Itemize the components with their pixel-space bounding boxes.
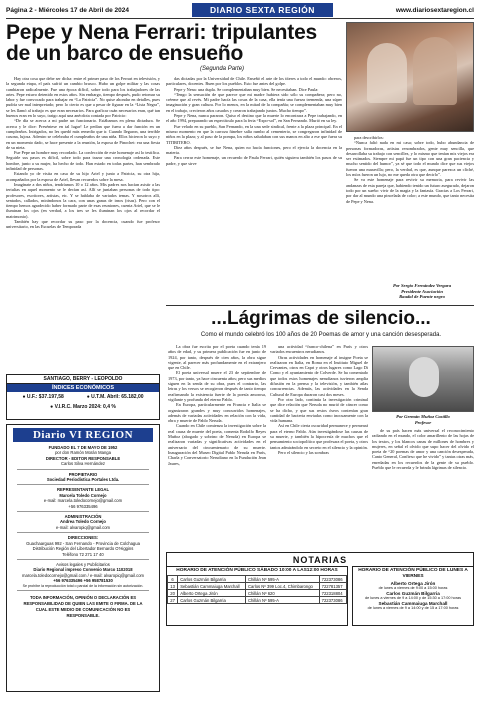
paragraph: Imagínate a dos niños, tendríamos 10 o 12 años. Mis padres nos hacían asistir a las tertulias en aquel momento se le decían así. Allí se juntaban personas de todo tipo: profesores, escritores, artistas, etc. Y se hablaba de variados temas. Y nosotros allí, sentados, callados, mirándonos la cara, con unas ganas de irnos (risas). Pero con el tiempo hemos agradecido haber formado parte de esas reuniones, cuenta Ariel, que se le iluminan los ojos (en verdad, a los tres se les iluminan los ojos al recordar el matrimonio). — [6, 181, 160, 219]
section-divider — [166, 305, 474, 306]
paragraph: Hay otra cosa que debe ser dicha: entre el primer paso de los Ferrari en televisión, y la segunda etapa, el país sufrió un cambio brusco. Hubo un golpe militar y las cosas cambiaron radicalmente. Fue una época difícil, sobre todo para los trabajadores de las artes. Pepe estuvo detenido en estos años. Sin embargo, tiempo después, pudo retomar su labor y fue convocado para trabajar en “La Patricia”. No quise ahondar en detalles, pues pudría ser mal interpretado; pero lo cierto es que a pesar de figurar en la “Lista Negra”, se les llamó al trabajo es que eran necesarios. Para graficar cuán necesarios eran, qué tan buenos eran en lo suyo, traigo aquí una anécdota contada por Patricio: — [6, 76, 160, 119]
paragraph: una actividad “franco-chilena” en París y otros variados encuentros nerudianos. — [270, 344, 368, 355]
divider — [17, 532, 149, 533]
paragraph: Se va este homenaje para revivir su memoria, para revivir las andanzas de esta pareja que, habiendo tenido un futuro asegurado, dejaron todo por un sueño: vivir de la magia y la fantasía. Gracias a Los Ferrari, por dar al mundo una pincelada de color; a este mundo, que tanto necesita de Pepe y Nena. — [346, 177, 474, 204]
owner-name: Sociedad Periodística Portales Ltda. — [46, 477, 120, 483]
economic-indicators-box — [6, 374, 160, 420]
article1-column-2 — [166, 76, 342, 302]
table-cell: 722781357 — [319, 583, 346, 590]
notary-name: Alberto Ortega Jirón — [390, 581, 436, 586]
legal-name: Marcela Toledo Cornejo — [59, 492, 107, 498]
paragraph: Diez años después, se fue Nena, quien no hacía funciones, pero el ejercía la docencia en la materia. — [166, 144, 342, 156]
paragraph: El poeta universal muere el 23 de septiembre de 1973, por tanto, ya hace cincuenta años; pero sus medios siguen en la senda de su obra, pues el contrario, las letras y los versos se recogieron después de tanto tiempo reafirmando la existencia fuerte de la poesía amorosa, vigilante y profunda del eterno Pablo. — [168, 370, 266, 402]
photo-figure — [413, 37, 457, 105]
masthead-box — [6, 424, 160, 692]
site-url[interactable]: www.diariosextaregion.cl — [395, 6, 474, 14]
paragraph: Así en Chile cierta oscuridad permanece y permeará para el eterno Pablo. Aún investigándose las causas de su muerte, y también la hipocresía de muchos que el pensamiento sociopolítico que profesara el poeta, y otros tantos admirándolo en secreto en el silencio y la opinión. — [270, 423, 368, 450]
paragraph: Fue Pepe un hombre muy recordado. La confección de este homenaje así lo testifica. Seguirle sus pasos es difícil, sobre todo para trazar una cronología ordenada. Este hombre, junto a su mujer, ha hecho de todo. Han estado en todas partes, han sembrado infinidad de personas. — [6, 150, 160, 172]
address: Guachaarguas 992 - San Fernando - Provincia de Colchagua — [26, 540, 140, 546]
print-phones: +56 976335496 +56 958781530 — [53, 578, 113, 584]
admin-label: ADMINISTRACIÓN — [64, 514, 102, 520]
table-row — [168, 597, 347, 604]
paragraph: En Europa, particularmente en Francia e Italia se organizaron grandes y muy concurridos homenajes, además de variadas actividades en relación con la vida, obra y muerte de Pablo Neruda. — [168, 402, 266, 424]
paragraph: Para cerrar este homenaje, un recuerdo de Paula Ferrari, quién siguiera también los pasos de su padre, y que sirve — [166, 155, 342, 166]
paragraph: Por otro lado, continúa la investigación criminal que dice relación que Neruda no murió de cáncer como se ha dicho, y que sus restos óseos contenían gran cantidad de bacteria enviadas como inocuamente con la vida humana. — [270, 396, 368, 424]
paragraph: Pepe y Nena: una dupla. Se complementaban muy bien. Se necesitaban. Dice Paula: — [174, 86, 319, 92]
article2-headline: ...Lágrimas de silencio... — [211, 308, 431, 329]
weekday-heading: HORARIO DE ATENCIÓN PÚBLICO DE LUNES A VIERNES — [358, 568, 468, 579]
divider — [17, 469, 149, 470]
notary-hours: de lunes a viernes de 9 a 14:00 y de 15 a 17:00 horas — [367, 606, 459, 611]
table-row — [168, 576, 347, 583]
notarias-title: NOTARIAS — [166, 552, 474, 566]
uf-value: ● U.F.: $37.197,58 — [22, 394, 64, 400]
divider — [17, 590, 149, 591]
print-emails[interactable]: marcela.toledocornejo@gmail.com / e-mail: alvaropiq@gmail.com — [21, 572, 145, 578]
table-cell: Chillán Nº 620 — [246, 590, 320, 597]
photo-figure — [367, 43, 407, 103]
address-label: DIRECCIONES: — [67, 535, 99, 541]
table-cell: Alberto Ortega Jirón — [178, 590, 246, 597]
article2-column-1 — [168, 344, 266, 548]
couple-photo — [346, 22, 474, 132]
legal-phone: +56 976335496 — [68, 503, 98, 509]
legal-note: Se prohíbe la reproducción total o parcial de la información sin autorización. — [22, 583, 144, 588]
indicators-row — [7, 392, 159, 402]
table-cell: 722373086 — [319, 597, 346, 604]
article1-signature — [370, 283, 474, 300]
paragraph: También hay que recordar su paso por la docencia, cuando fue profesor universitario, en las Escuelas de Temporada — [6, 219, 160, 230]
owner-label: PROPIETARIO — [68, 471, 98, 477]
paragraph: para describirlos: — [354, 135, 384, 140]
table-cell: 13 — [168, 583, 178, 590]
article-subhead: (Segunda Parte) — [200, 66, 245, 72]
author-role: Profesor — [414, 419, 432, 425]
table-cell: Carlos Guzmán Bilgarria — [178, 597, 246, 604]
article2-column-3 — [372, 428, 474, 548]
table-cell: Carlos Guzmán Bilgarria — [178, 576, 246, 583]
paragraph: Cuando en Chile comienza la investigación sobre la real causa de muerte del poeta, comenta Rodolfo Reyes Muñoz (abogado y sobrino de Neruda) en Europa se realizaron variadas y significativas actividades en el aniversario del cincuentenario de su muerte. Inauguración del Museo Digital Pablo Neruda en París, Charla y Conversatorio Nerudiano en la Fundación Jean Jaures, — [168, 423, 266, 466]
article2-column-2 — [270, 344, 368, 548]
notary-name: Carlos Guzmán Bilgarria — [386, 591, 440, 596]
divider — [17, 511, 149, 512]
founded-date: FUNDADO EL 7 DE MAYO DE 1952 — [48, 445, 118, 450]
distribution: Distribución Región del Libertador Bernardo O'Higgins — [32, 546, 134, 552]
author-portrait — [372, 346, 474, 412]
table-cell: 722318804 — [319, 590, 346, 597]
paragraph: Otras actividades en homenaje al insigne Poeta se realizaron en Italia, en Roma en el Instituto Miguel de Cervantes, otros en Capri y otros lugares como Lago Di Como y el ayuntamiento de Colverde. Se ha comentado que todos estos homenajes nerudianos tuvieron amplia difusión en la prensa y la televisión, y también atlas concurrencias. Además, las actividades en la Senda Cultural de Europa duraron casi dos meses. — [270, 354, 368, 397]
brand-banner: DIARIO SEXTA REGIÓN — [192, 3, 333, 17]
divider — [17, 559, 149, 560]
founder: por don Ramón Morán Manga — [55, 450, 111, 456]
disclaimer: TODA INFORMACIÓN, OPINIÓN O DECLARACIÓN ES RESPONSABILIDAD DE QUIEN LAS EMITE O FIRMA. DE LA CUAL ESTE MEDIO DE COMUNICACIÓN NO ES RESPONSABLE. — [23, 594, 143, 618]
director-name: Carlos Silva Hernández — [61, 461, 105, 467]
notary-name: Sebastián Cammaiuga Marchall — [378, 601, 448, 606]
table-cell: 27 — [168, 597, 178, 604]
table-cell: 722373086 — [319, 576, 346, 583]
table-cell: 20 — [168, 590, 178, 597]
author-name: Por Germán Muñoz Castillo — [396, 414, 450, 419]
paragraph: “Nunca faltó nada en mi casa; sobre todo, hubo abundancia de personas formadoras, artistas renombrados, gente muy sencilla, que desarrollaba su trabajo con sencillez, y lo mismo que tenían mis viejos era ser estimados. Siempre mi papá fue un tipo con una gran paciencia y mucho sentido del humor”, ya sé que todo el mundo dice que sus viejos fueron una maravilla; pero, la verdad, es que, aunque parezca un cliché, los míos fueron un lujo, no me queda otra que decirlo”. — [346, 140, 474, 178]
indicators-title: ÍNDICES ECONÓMICOS — [7, 384, 159, 392]
paragraph: Estando yo de visita en casa de su hijo Ariel y junto a Patricia, su otra hija, acompañados por la esposa de Ariel, llevan recuerdos sobre la mesa. — [6, 171, 160, 182]
admin-email[interactable]: e-mail: alvaropiq@gmail.com — [55, 524, 111, 530]
author-name: Por Sergio Fernández Vergara — [392, 283, 452, 288]
admin-name: Andrea Toledo Cornejo — [60, 519, 106, 525]
portrait-face — [409, 357, 439, 397]
paragraph: de su país hacen más universal el reconocimiento radiando en el mundo, el color amarillento de las hojas de los textos, y los blancos canas de millones de hombres y mujeres, en señal el olvido que supo hacer del olvido el poeta de “20 poemas de amor y una canción desesperada, Canto General, Confieso que he vivido” y tantas otras más, enredadas en los recuerdos de la gente de su pueblo. Pueblo que le recuerda y le brinda lágrimas de silencio. — [372, 428, 474, 471]
newspaper-logo: Diario VI REGION — [13, 428, 153, 442]
article2-caption — [372, 414, 474, 425]
table-cell: Sebastián Cammaiuga Marchall — [178, 583, 246, 590]
saturday-schedule — [166, 566, 348, 626]
article-headline: Pepe y Nena Ferrari: tripulantes de un barco de ensueño — [6, 21, 318, 65]
table-cell: Chillán Nº 595-A — [246, 576, 320, 583]
table-cell: Carlos Nº 399 Loc.4, Chimbarongo — [246, 583, 320, 590]
ipc-value: ● V.I.R.C. Marzo 2024: 0,4 % — [50, 404, 116, 410]
table-row — [168, 590, 347, 597]
header-divider — [6, 18, 474, 19]
phone: Teléfono 72 271 17 40 — [62, 551, 104, 557]
notary-hours: de lunes a viernes de 9:00 a 15:00 horas — [378, 586, 448, 591]
print-info: Diario Regional impreso Convenio Marco 1102018 — [33, 567, 133, 573]
article2-subhead: Como el mundo celebró los 100 años de 20 Poemas de amor y una canción desesperada. — [200, 332, 442, 338]
director-label: DIRECTOR - EDITOR RESPONSABLE — [45, 455, 121, 461]
paragraph: Pepe y Nena, nunca pararon. Quiso el destino que la muerte lo encontrara a Pepe trabajando, en el año 1994, preparando un espectáculo para la feria “Expo-sol”, en San Fernando. Murió en su ley. — [166, 113, 342, 124]
utm-value: ● U.T.M. Abril: 65.182,00 — [86, 394, 144, 400]
paragraph: La obra fue escrita por el poeta cuando tenía 19 años de edad, y su primera publicación fue en junio de 1924, por tanto, después de cien años, la obra sigue vigente, al parecer más profundamente en el extranjero que en Chile. — [168, 344, 266, 371]
table-cell: Chillán Nº 595-A — [246, 597, 320, 604]
table-cell: 6 — [168, 576, 178, 583]
author-org: Raudal de Puente negro — [399, 294, 445, 300]
paragraph: “Tengo la sensación de que parece que mi madre hubiera sido sólo su compañera; pero no, créeme que al revés. Mi padre hacía las cosas de la casa, ella tenía una fuerza tremenda, una súper imaginación y gran cultura. Por lo menos, en la mitad de la compañía; se complementaban muy bien en el trabajo, crecieron años casados y crearon trabajando juntos. Mucho tiempo”. — [166, 91, 342, 113]
divider — [17, 484, 149, 485]
paragraph: “De día se acerca a mi padre un funcionario. Estábamos en plena dictadura. Se acerca y le dice: Preséntese en tal lugar! Le pedían que fuera a dar función en un cumpleaños. Intrigados, no les quedó más remedio que ir. Cuando llegaron, una terrible casona, lujosa. Adentro se celebraba el cumpleaños de una niña. Ellos hicieron lo suyo y en un momento dado, se hace presente a la reunión, la esposa de Pinochet: era una fiesta de su nieta. — [6, 118, 160, 150]
notary-hours: de lunes a viernes de 9 a 14:00 y de 15:30 a 17:00 horas — [364, 596, 462, 601]
legal-email[interactable]: e-mail: marcela.toledocornejo@gmail.com — [43, 498, 123, 504]
paragraph: Fue velado en su pueblo, San Fernando, en la una sede sindical, frente a la plaza principal. En el mismo momento en que la carroza fúnebre salía rumbo al cementerio, se congregaron infinidad de niños en la plaza; y al paso de la pompa, los niños saludaban con sus manos en alto a ese que fuera su TITIRITERO. — [166, 123, 342, 145]
paragraph: Pero el silencio y las sombras — [278, 449, 329, 455]
author-role: Presidente Asociación — [401, 288, 443, 294]
weekday-schedule — [352, 566, 474, 626]
table-row — [168, 583, 347, 590]
article1-column-1 — [6, 76, 160, 370]
saturday-table — [167, 575, 347, 604]
page-label: Página 2 - Miércoles 17 de Abril de 2024 — [6, 6, 129, 14]
ads-label: Avisos legales y Publicitarios — [56, 561, 110, 567]
indicators-place: SANTIAGO, BERRY - LEOPOLDO — [7, 375, 159, 384]
article1-column-3 — [346, 135, 474, 281]
page-header — [6, 3, 474, 17]
legal-label: REPRESENTANTE LEGAL — [56, 487, 110, 493]
saturday-heading: HORARIO DE ATENCIÓN PÚBLICO SÁBADO 10:00 A LAS12:00 HORAS — [176, 568, 338, 573]
paragraph: das dictadas por la Universidad de Chile. Enseñó el arte de los títeres a todo el mundo: obreros, particulares, docentes. Buen por los pueblos. Esto fue antes del golpe. — [166, 76, 342, 87]
indicators-row — [7, 402, 159, 412]
